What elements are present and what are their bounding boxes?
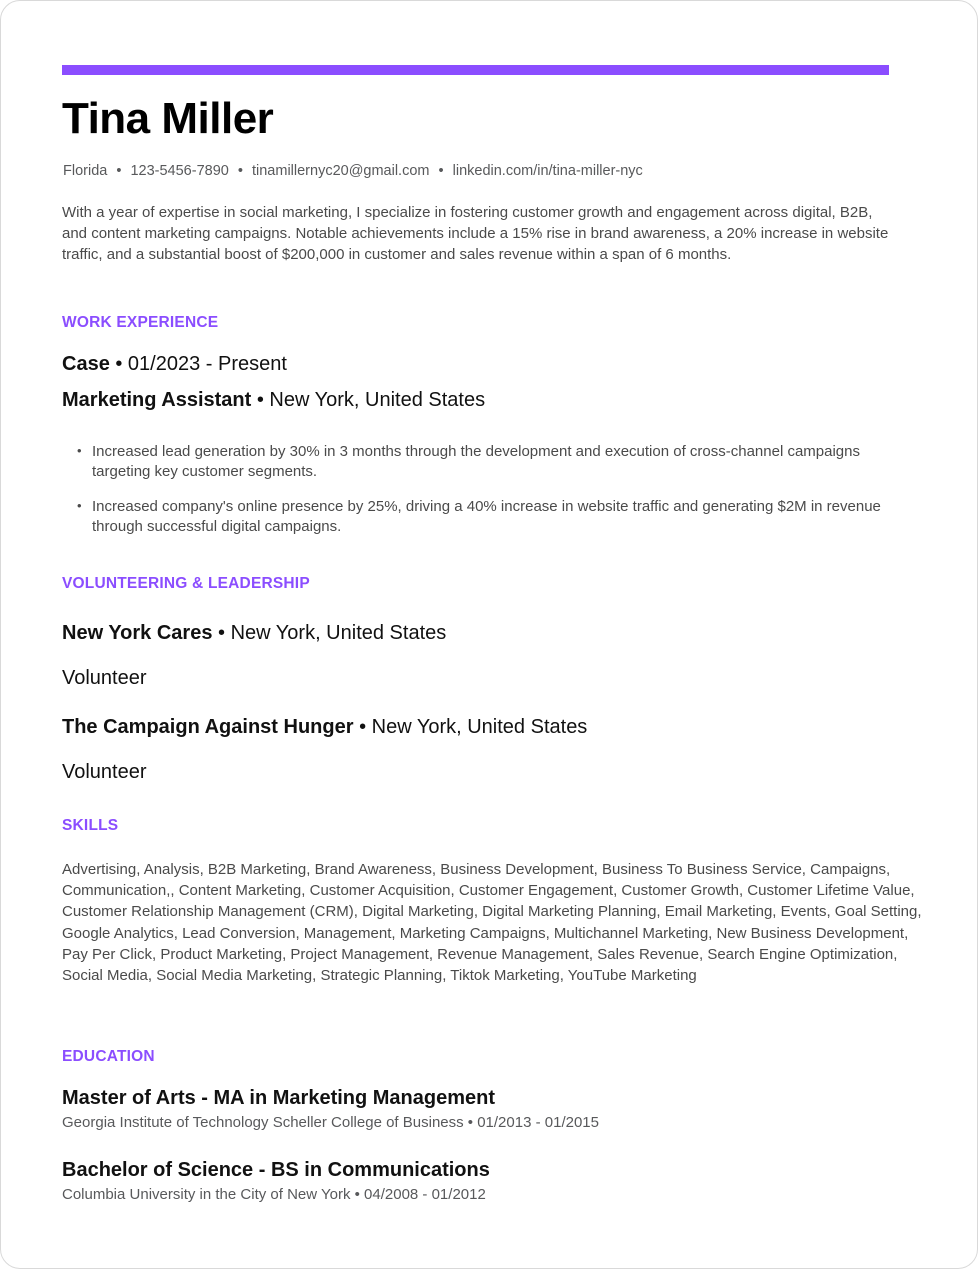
work-company: Case bbox=[62, 353, 110, 375]
work-bullet-item: • Increased lead generation by 30% in 3 months through the development and execution of cross-channel campaigns targeting key customer segments. bbox=[62, 442, 912, 482]
work-dates: • 01/2023 - Present bbox=[115, 353, 287, 375]
section-heading-skills: SKILLS bbox=[62, 817, 119, 834]
section-heading-work-experience: WORK EXPERIENCE bbox=[62, 314, 219, 331]
contact-line bbox=[63, 163, 643, 179]
education-degree: Bachelor of Science - BS in Communications bbox=[62, 1159, 490, 1181]
work-role: Marketing Assistant bbox=[62, 389, 252, 411]
contact-phone: 123-5456-7890 bbox=[130, 163, 229, 179]
volunteer-organization: The Campaign Against Hunger bbox=[62, 716, 354, 738]
contact-linkedin[interactable]: linkedin.com/in/tina-miller-nyc bbox=[452, 163, 643, 179]
skills-list: Advertising, Analysis, B2B Marketing, Brand Awareness, Business Development, Business To Business Service, Campaigns, Communication,, Content Marketing, Customer Acquisition, Customer Engagement, Customer Growth, Customer Lifetime Value, Customer Relationship Management (CRM), Digital Marketing, Digital Marketing Planning, Email Marketing, Events, Goal Setting, Google Analytics, Lead Conversion, Management, Marketing Campaigns, Multichannel Marketing, New Business Development, Pay Per Click, Product Marketing, Project Management, Revenue Management, Sales Revenue, Search Engine Optimization, Social Media, Social Media Marketing, Strategic Planning, Tiktok Marketing, YouTube Marketing bbox=[62, 861, 922, 985]
work-location: • New York, United States bbox=[256, 389, 486, 411]
volunteer-role: Volunteer bbox=[62, 667, 147, 689]
contact-email[interactable]: tinamillernyc20@gmail.com bbox=[251, 163, 430, 179]
contact-location: Florida bbox=[63, 163, 108, 179]
page-title: Tina Miller bbox=[62, 94, 274, 143]
contact-separator-2: • bbox=[237, 163, 243, 179]
volunteer-location: • New York, United States bbox=[359, 716, 588, 738]
volunteer-organization: New York Cares bbox=[62, 622, 213, 644]
work-entry-role-line bbox=[62, 389, 485, 412]
work-bullet-list bbox=[62, 442, 912, 552]
volunteer-location: • New York, United States bbox=[218, 622, 447, 644]
work-entry-company-line bbox=[62, 353, 287, 376]
top-accent-bar bbox=[62, 65, 889, 75]
section-heading-volunteering: VOLUNTEERING & LEADERSHIP bbox=[62, 575, 310, 592]
professional-summary: With a year of expertise in social marketing, I specialize in fostering customer growth and engagement across digital, B2B, and content marketing campaigns. Notable achievements include a 15% rise in brand awareness, a 20% increase in website traffic, and a substantial boost of $200,000 in customer and sales revenue within a span of 6 months. bbox=[62, 204, 889, 263]
contact-separator-3: • bbox=[438, 163, 444, 179]
volunteer-entry-org-line bbox=[62, 716, 587, 739]
education-school: Columbia University in the City of New York • 04/2008 - 01/2012 bbox=[62, 1186, 486, 1203]
contact-separator-1: • bbox=[116, 163, 122, 179]
education-degree: Master of Arts - MA in Marketing Management bbox=[62, 1087, 496, 1109]
education-school: Georgia Institute of Technology Scheller College of Business • 01/2013 - 01/2015 bbox=[62, 1114, 599, 1131]
volunteer-entry-org-line bbox=[62, 622, 446, 645]
volunteer-role: Volunteer bbox=[62, 761, 147, 783]
work-bullet-item: • Increased company's online presence by 25%, driving a 40% increase in website traffic and generating $2M in revenue through successful digital campaigns. bbox=[62, 497, 912, 537]
section-heading-education: EDUCATION bbox=[62, 1048, 155, 1065]
